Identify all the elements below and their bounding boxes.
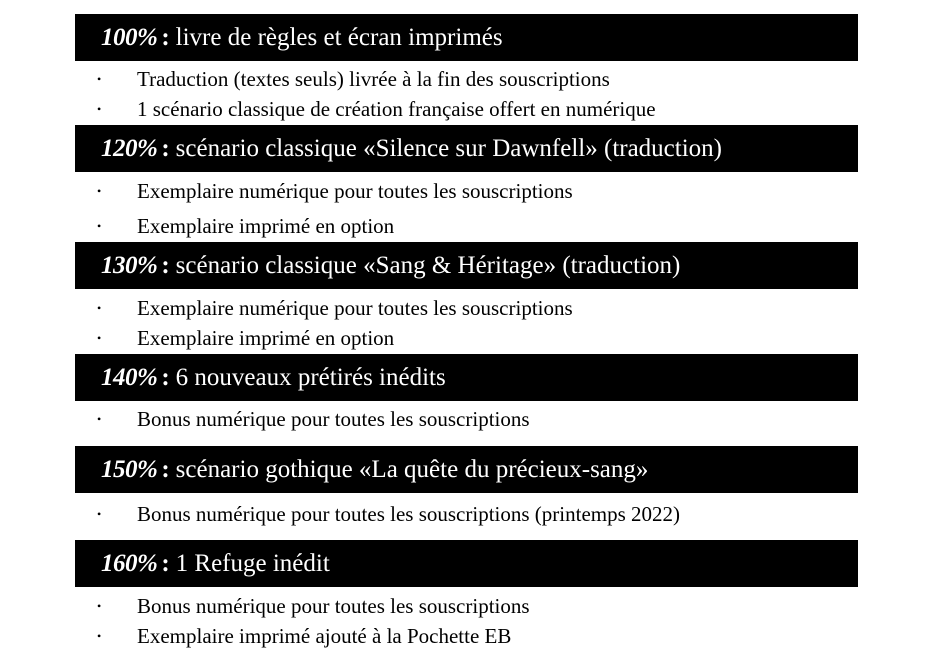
tier-banner [75,242,858,289]
list-item-text: Bonus numérique pour toutes les souscriptions [137,593,530,618]
tier-title: livre de règles et écran imprimés [175,23,503,51]
bullet-icon: • [97,628,102,643]
bullet-icon: • [97,218,102,233]
list-item [97,593,530,619]
list-item-text: Bonus numérique pour toutes les souscriptions (printemps 2022) [137,501,681,526]
list-item [97,295,573,321]
bullet-icon: • [97,183,102,198]
bullet-icon: • [97,506,102,521]
list-item-text: Exemplaire imprimé ajouté à la Pochette EB [137,623,512,648]
tier-percent: 140% [101,363,158,391]
list-item-text: Exemplaire numérique pour toutes les souscriptions [137,295,573,320]
tier-banner [75,540,858,587]
bullet-icon: • [97,71,102,86]
list-item [97,96,656,122]
bullet-icon: • [97,411,102,426]
tier-percent: 150% [101,455,158,483]
tier-banner [75,125,858,172]
list-item [97,178,573,204]
list-item-text: Traduction (textes seuls) livrée à la fin des souscriptions [137,66,610,91]
tier-title: 1 Refuge inédit [175,549,330,577]
tier-separator: : [161,23,170,51]
tier-banner [75,14,858,61]
list-item-text: Exemplaire imprimé en option [137,213,395,238]
tier-percent: 130% [101,251,158,279]
list-item-text: Exemplaire imprimé en option [137,325,395,350]
list-item-text: Bonus numérique pour toutes les souscriptions [137,406,530,431]
list-item-text: Exemplaire numérique pour toutes les souscriptions [137,178,573,203]
tier-title: scénario gothique «La quête du précieux-sang» [175,455,649,483]
list-item [97,623,511,649]
tier-separator: : [161,363,170,391]
tier-percent: 120% [101,134,158,162]
bullet-icon: • [97,300,102,315]
tier-separator: : [161,251,170,279]
tier-banner [75,446,858,493]
tier-title: 6 nouveaux prétirés inédits [175,363,446,391]
list-item-text: 1 scénario classique de création française offert en numérique [137,96,656,121]
tier-percent: 100% [101,23,158,51]
tier-separator: : [161,549,170,577]
list-item [97,66,610,92]
bullet-icon: • [97,330,102,345]
tier-separator: : [161,455,170,483]
tier-separator: : [161,134,170,162]
tier-title: scénario classique «Sang & Héritage» (traduction) [175,251,681,279]
list-item [97,325,394,351]
tier-title: scénario classique «Silence sur Dawnfell» (traduction) [175,134,722,162]
tier-percent: 160% [101,549,158,577]
list-item [97,406,530,432]
bullet-icon: • [97,101,102,116]
list-item [97,501,680,527]
list-item [97,213,394,239]
bullet-icon: • [97,598,102,613]
tier-banner [75,354,858,401]
